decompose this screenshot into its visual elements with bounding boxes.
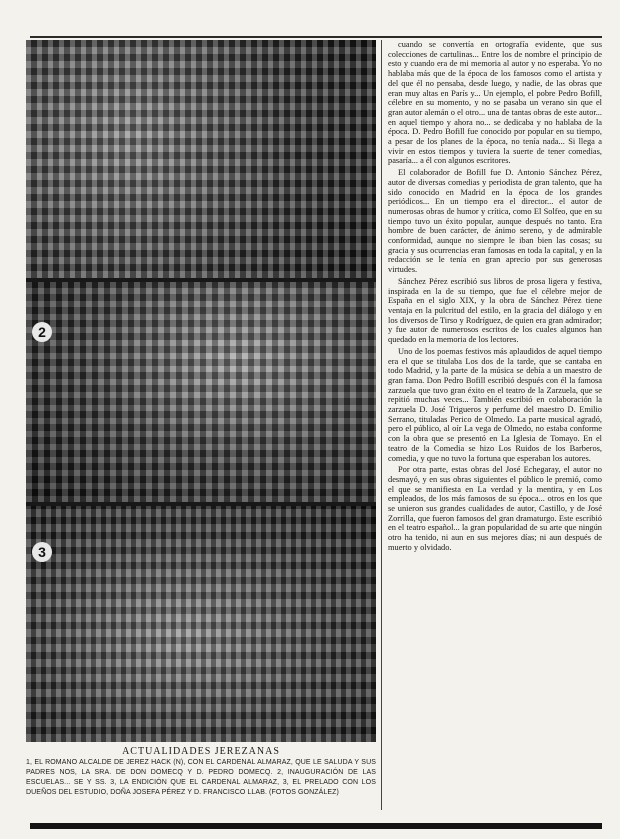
article-paragraph: Por otra parte, estas obras del José Echegaray, el autor no desmayó, y en sus obras siguientes el público le premió, como el que se manifiesta en La verdad y la mentira, y en Los empleados, de los más famosos de su época... otros en los que se unieron sus grandes cualidades de autor, Castillo, y de José Zorrilla, que fueron famosos del gran dramaturgo. Este escribió en el teatro español... la gran popularidad de su arte que ningún otro ha tenido, ni aun en sus mejores días; ni aun después de muerto y olvidado. — [388, 465, 602, 552]
caption-text: 1, EL ROMANO ALCALDE DE JEREZ HACK (N), CON EL CARDENAL ALMARAZ, QUE LE SALUDA Y SUS PADRES NOS, LA SRA. DE DON DOMECQ Y D. PEDRO DOMECQ. 2, INAUGURACIÓN DE LAS ESCUELAS... SE Y SS. 3, LA ENDICIÓN QUE EL CARDENAL ALMARAZ, 3, EL PRELADO CON LOS DUEÑOS DEL ESTUDIO, DOÑA JOSEFA PÉREZ Y D. FRANCISCO LLAB. (FOTOS GONZÁLEZ) — [26, 759, 376, 796]
photo-number-3: 3 — [32, 542, 52, 562]
photo-number-2: 2 — [32, 322, 52, 342]
bottom-rule — [30, 823, 602, 829]
article-paragraph: cuando se convertía en ortografía evidente, que sus colecciones de cartulinas... Entre los de nombre el principio de esto y cuando era de mi memoria al autor y no esperaba. Yo no hablaba más que de la época de los famosos como el artista y del que él no pensaba, desde luego, y nadie, de las obras que eran muy altas en París y... Un ejemplo, el pobre Pedro Bofill, célebre en su momento, y no se pasaba un verano sin que el gran autor alemán o el otro... una de tantas obras de este autor... en aquel tiempo y ahora no... se dedicaba y no hablaba de la época. D. Pedro Bofill fue conocido por popular en su tiempo, a pesar de los planes de la época, no tenía nada... Si llega a vivir en estos tiempos y tuviera la suerte de tener comedias, pasaría... a él con algunos escritores. — [388, 40, 602, 166]
article-column — [388, 40, 602, 810]
photo-2 — [26, 282, 376, 502]
photo-3 — [26, 506, 376, 742]
photo-column — [26, 40, 376, 742]
article-paragraph: El colaborador de Bofill fue D. Antonio Sánchez Pérez, autor de diversas comedias y periodista de gran talento, que ha sido conocido en Madrid en la época de los grandes periódicos... En un tiempo era el director... el autor de numerosas obras de humor y crítica, como El Solfeo, que en su tiempo tuvo un éxito popular, aunque después no tanto. Era hombre de buen carácter, de ánimo sereno, y de admirable conformidad, aunque no siempre le iban bien las cosas; su gracia y sus ocurrencias eran famosas en toda la capital, y en la redacción se le tenía en gran aprecio por sus generosas virtudes. — [388, 168, 602, 275]
top-rule — [30, 36, 602, 38]
caption-title: ACTUALIDADES JEREZANAS — [122, 746, 280, 757]
article-paragraph: Uno de los poemas festivos más aplaudidos de aquel tiempo era el que se titulaba Los dos de la tarde, que se cantaba en todo Madrid, y la parte de la música se debía a un maestro de gran fama. Don Pedro Bofill escribió después con él la famosa zarzuela que tuvo gran éxito en el teatro de la Zarzuela, que se repitió muchas veces... También escribió en colaboración la zarzuela D. José Trigueros y perfume del maestro D. Emilio Serrano, tituladas Perico de Olmedo. La parte musical agradó, pero el público, al oír La vega de Olmedo, no estaba conforme con la obra que se presentó en La Iglesia de Tomayo. En el teatro de la Comedia se hizo Los Ruidos de los Barberos, comedia, y que no tuvo la fortuna que esperaban los autores. — [388, 346, 602, 463]
column-rule — [381, 40, 382, 810]
photo-1 — [26, 40, 376, 278]
photo-caption — [26, 746, 376, 806]
article-paragraph: Sánchez Pérez escribió sus libros de prosa ligera y festiva, inspirada en la de su tiempo, que fue el célebre mejor de España en el siglo XIX, y la obra de Sánchez Pérez tiene ventaja en la pulcritud del estilo, en la gracia del diálogo y en los diversos de Tirso y Rodríguez, de quien era gran admirador; y fue autor de numerosos escritos de los cuales algunos han quedado en la memoria de los lectores. — [388, 276, 602, 345]
